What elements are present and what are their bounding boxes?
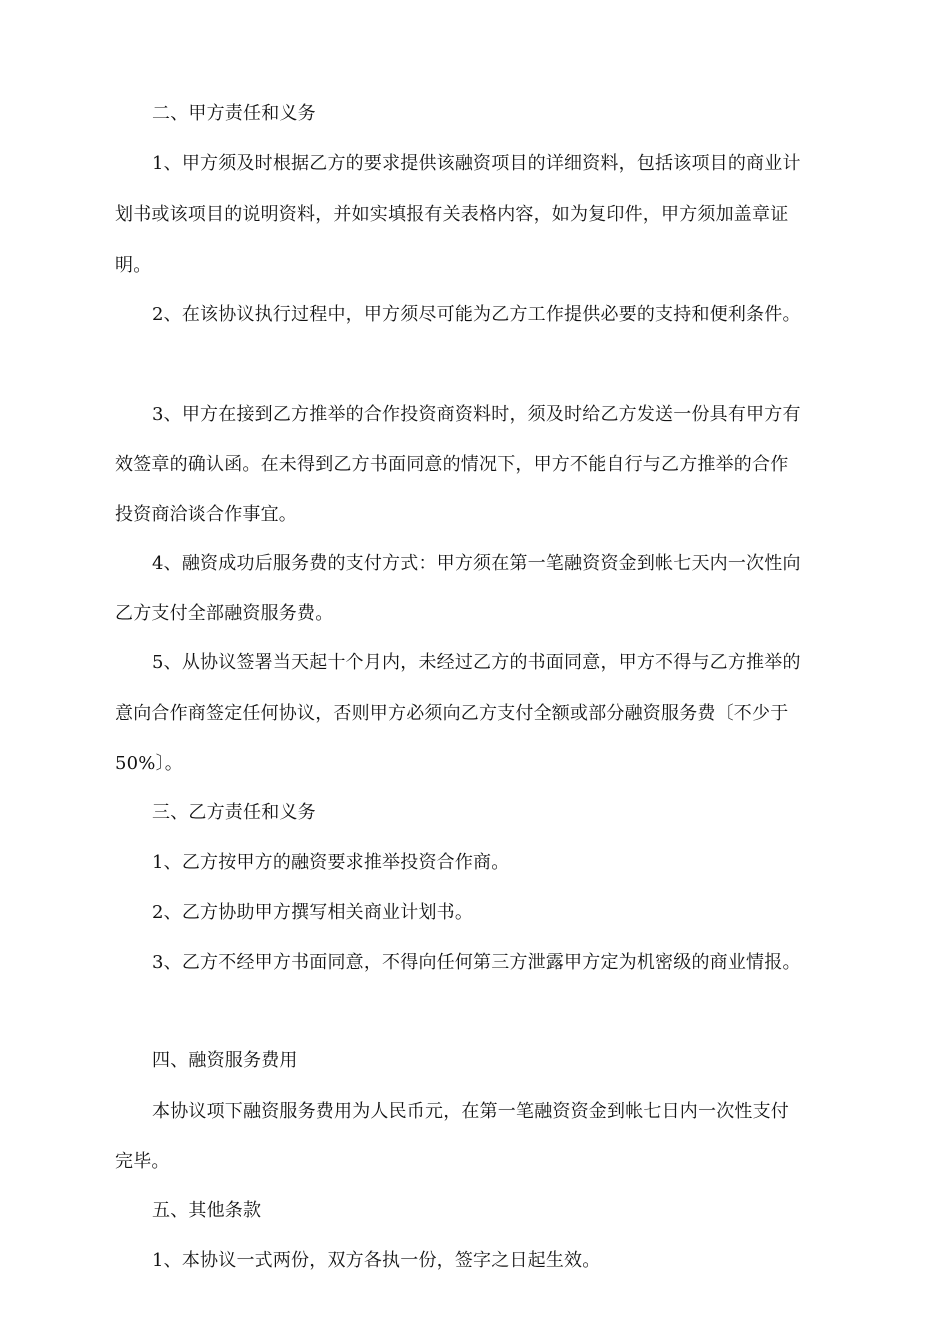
section-heading-4: 四、融资服务费用 (152, 1050, 298, 1071)
paragraph-line: 3、甲方在接到乙方推举的合作投资商资料时，须及时给乙方发送一份具有甲方有 (152, 404, 801, 425)
paragraph-line: 效签章的确认函。在未得到乙方书面同意的情况下，甲方不能自行与乙方推举的合作 (115, 454, 789, 475)
paragraph-line: 3、乙方不经甲方书面同意，不得向任何第三方泄露甲方定为机密级的商业情报。 (152, 952, 801, 973)
paragraph-line: 1、本协议一式两份，双方各执一份，签字之日起生效。 (152, 1250, 601, 1271)
paragraph-line: 划书或该项目的说明资料，并如实填报有关表格内容，如为复印件，甲方须加盖章证 (115, 204, 789, 225)
paragraph-line: 完毕。 (115, 1151, 170, 1172)
section-heading-3: 三、乙方责任和义务 (152, 802, 316, 823)
paragraph-line: 本协议项下融资服务费用为人民币元，在第一笔融资资金到帐七日内一次性支付 (152, 1101, 789, 1122)
paragraph-line: 明。 (115, 255, 152, 276)
paragraph-line: 1、乙方按甲方的融资要求推举投资合作商。 (152, 852, 510, 873)
section-heading-2: 二、甲方责任和义务 (152, 103, 316, 124)
paragraph-line: 4、融资成功后服务费的支付方式：甲方须在第一笔融资资金到帐七天内一次性向 (152, 553, 801, 574)
paragraph-line: 乙方支付全部融资服务费。 (115, 603, 334, 624)
paragraph-line: 1、甲方须及时根据乙方的要求提供该融资项目的详细资料，包括该项目的商业计 (152, 153, 801, 174)
paragraph-line: 2、乙方协助甲方撰写相关商业计划书。 (152, 902, 474, 923)
section-heading-5: 五、其他条款 (152, 1200, 262, 1221)
paragraph-line: 2、在该协议执行过程中，甲方须尽可能为乙方工作提供必要的支持和便利条件。 (152, 304, 801, 325)
paragraph-line: 50%〕。 (115, 753, 184, 774)
paragraph-line: 意向合作商签定任何协议，否则甲方必须向乙方支付全额或部分融资服务费〔不少于 (115, 703, 789, 724)
paragraph-line: 5、从协议签署当天起十个月内，未经过乙方的书面同意，甲方不得与乙方推举的 (152, 652, 801, 673)
paragraph-line: 投资商洽谈合作事宜。 (115, 504, 297, 525)
